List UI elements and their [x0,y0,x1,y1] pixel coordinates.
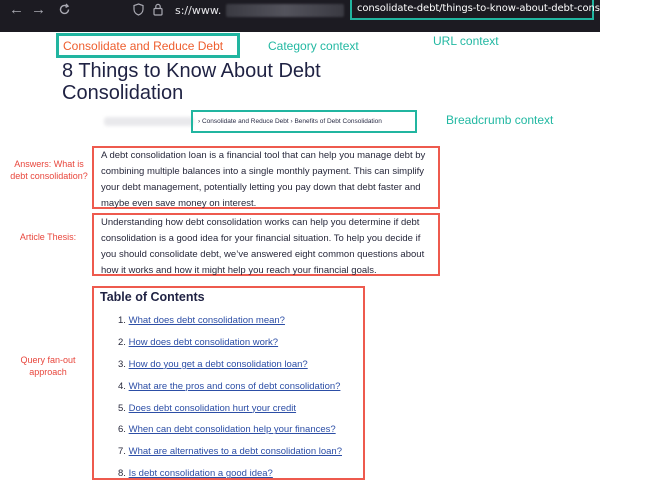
toc-item-number: 4. [118,380,126,392]
category-context-label: Category context [268,39,359,53]
toc-link[interactable]: What are alternatives to a debt consolidation loan? [128,446,342,458]
toc-item [118,315,342,337]
forward-arrow-icon[interactable]: → [31,1,46,18]
breadcrumb[interactable]: › Consolidate and Reduce Debt › Benefits of Debt Consolidation [198,118,382,125]
toc-item [118,381,342,403]
toc-link[interactable]: How does debt consolidation work? [128,336,279,348]
back-arrow-icon[interactable]: ← [9,1,24,18]
redacted-breadcrumb [104,117,194,126]
toc-link[interactable]: What are the pros and cons of debt consolidation? [128,380,341,392]
toc-item-number: 8. [118,468,126,480]
url-highlight-box[interactable] [350,0,646,20]
toc-title: Table of Contents [100,290,205,304]
thesis-paragraph: Understanding how debt consolidation works can help you determine if debt consolidation is a good idea for your financial situation. To help you decide if you should consolidate debt, we’ve answered eight common questions about how it works and how it might help you reach your financial goals. [101,217,425,276]
page-title: 8 Things to Know About Debt Consolidation [62,60,321,104]
redacted-domain [226,4,344,17]
toc-item [118,359,342,381]
toc-item [118,446,342,468]
toc-item-number: 5. [118,402,126,414]
category-link[interactable]: Consolidate and Reduce Debt [63,39,224,53]
toc-link[interactable]: When can debt consolidation help your finances? [128,424,336,436]
breadcrumb-context-label: Breadcrumb context [446,113,554,127]
toc-link[interactable]: Is debt consolidation a good idea? [128,468,273,480]
toc-item [118,403,342,425]
toc-item-number: 2. [118,336,126,348]
thesis-label: Article Thesis: [19,232,77,242]
toc-item [118,337,342,359]
toc-item-number: 1. [118,315,126,326]
answers-label: Answers: What is debt consolidation? [10,159,88,181]
toc-link[interactable]: Does debt consolidation hurt your credit [128,402,297,414]
toc-item [118,468,342,490]
url-context-label: URL context [433,34,499,48]
toc-item [118,424,342,446]
toc-link[interactable]: What does debt consolidation mean? [128,315,285,326]
toc-list [118,315,342,490]
browser-toolbar [0,0,646,32]
url-path: consolidate-debt/things-to-know-about-debt-consolidation/ [357,3,646,14]
breadcrumb-highlight-box [191,110,417,133]
fanout-label: Query fan-out approach [20,355,76,377]
address-bar-text[interactable]: s://www. [175,4,222,17]
answer-paragraph: A debt consolidation loan is a financial tool that can help you manage debt by combining multiple balances into a single monthly payment. This can simplify your debt management, potentially letting you pay down that debt faster and maybe even save money on interest. [101,150,426,209]
lock-icon[interactable] [153,3,163,21]
reload-icon[interactable] [58,3,71,21]
toc-item-number: 7. [118,446,126,458]
shield-icon[interactable] [133,3,144,21]
category-highlight-box [56,33,240,58]
toc-item-number: 6. [118,424,126,436]
toc-link[interactable]: How do you get a debt consolidation loan? [128,358,308,370]
toc-item-number: 3. [118,358,126,370]
